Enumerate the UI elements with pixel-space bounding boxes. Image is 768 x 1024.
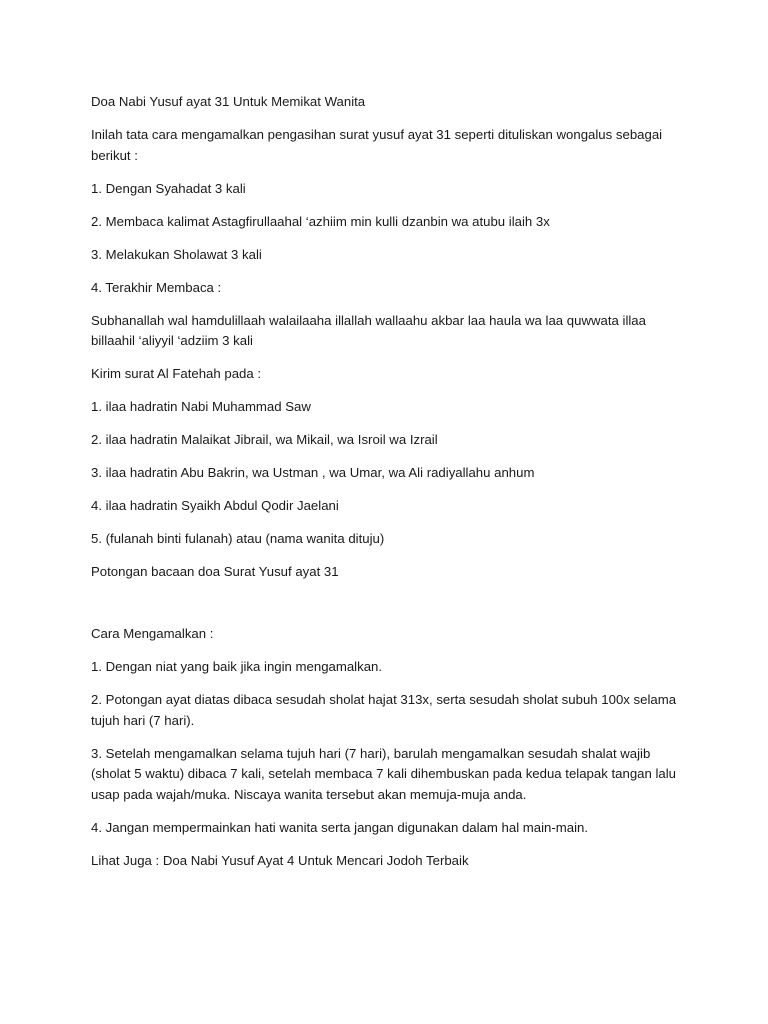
document-title: Doa Nabi Yusuf ayat 31 Untuk Memikat Wanita	[91, 94, 366, 109]
method-item: 3. Setelah mengamalkan selama tujuh hari (7 hari), barulah mengamalkan sesudah shalat wajib (sholat 5 waktu) dibaca 7 kali, setelah membaca 7 kali dihembuskan pada kedua telapak tangan lalu usap pada wajah/muka. Niscaya wanita tersebut akan memuja-muja anda.	[91, 745, 677, 802]
step-item: 1. Dengan Syahadat 3 kali	[91, 180, 246, 196]
fatehah-item: 2. ilaa hadratin Malaikat Jibrail, wa Mikail, wa Isroil wa Izrail	[91, 432, 438, 447]
fatehah-item: 3. ilaa hadratin Abu Bakrin, wa Ustman , wa Umar, wa Ali radiyallahu anhum	[91, 465, 535, 480]
see-also-line: Lihat Juga : Doa Nabi Yusuf Ayat 4 Untuk Mencari Jodoh Terbaik	[91, 852, 469, 868]
fatehah-item: 4. ilaa hadratin Syaikh Abdul Qodir Jaelani	[91, 498, 339, 513]
fatehah-heading: Kirim surat Al Fatehah pada :	[91, 366, 262, 381]
intro-paragraph: Inilah tata cara mengamalkan pengasihan surat yusuf ayat 31 seperti dituliskan wongalus sebagai berikut :	[91, 127, 663, 163]
excerpt-line: Potongan bacaan doa Surat Yusuf ayat 31	[91, 564, 339, 579]
method-item: 1. Dengan niat yang baik jika ingin mengamalkan.	[91, 659, 383, 674]
step-item: 4. Terakhir Membaca :	[91, 279, 222, 295]
method-item: 2. Potongan ayat diatas dibaca sesudah sholat hajat 313x, serta sesudah sholat subuh 100x selama tujuh hari (7 hari).	[91, 692, 677, 728]
step-item: 2. Membaca kalimat Astagfirullaahal ‘azhiim min kulli dzanbin wa atubu ilaih 3x	[91, 213, 550, 229]
blank-line	[91, 595, 688, 624]
fatehah-item: 1. ilaa hadratin Nabi Muhammad Saw	[91, 399, 311, 414]
recitation-paragraph: Subhanallah wal hamdulillaah walailaaha illallah wallaahu akbar laa haula wa laa quwwata illaa billaahil ‘aliyyil ‘adziim 3 kali	[91, 312, 646, 348]
fatehah-item: 5. (fulanah binti fulanah) atau (nama wanita dituju)	[91, 531, 385, 546]
method-heading: Cara Mengamalkan :	[91, 626, 214, 641]
method-item: 4. Jangan mempermainkan hati wanita serta jangan digunakan dalam hal main-main.	[91, 819, 589, 835]
step-item: 3. Melakukan Sholawat 3 kali	[91, 246, 262, 262]
